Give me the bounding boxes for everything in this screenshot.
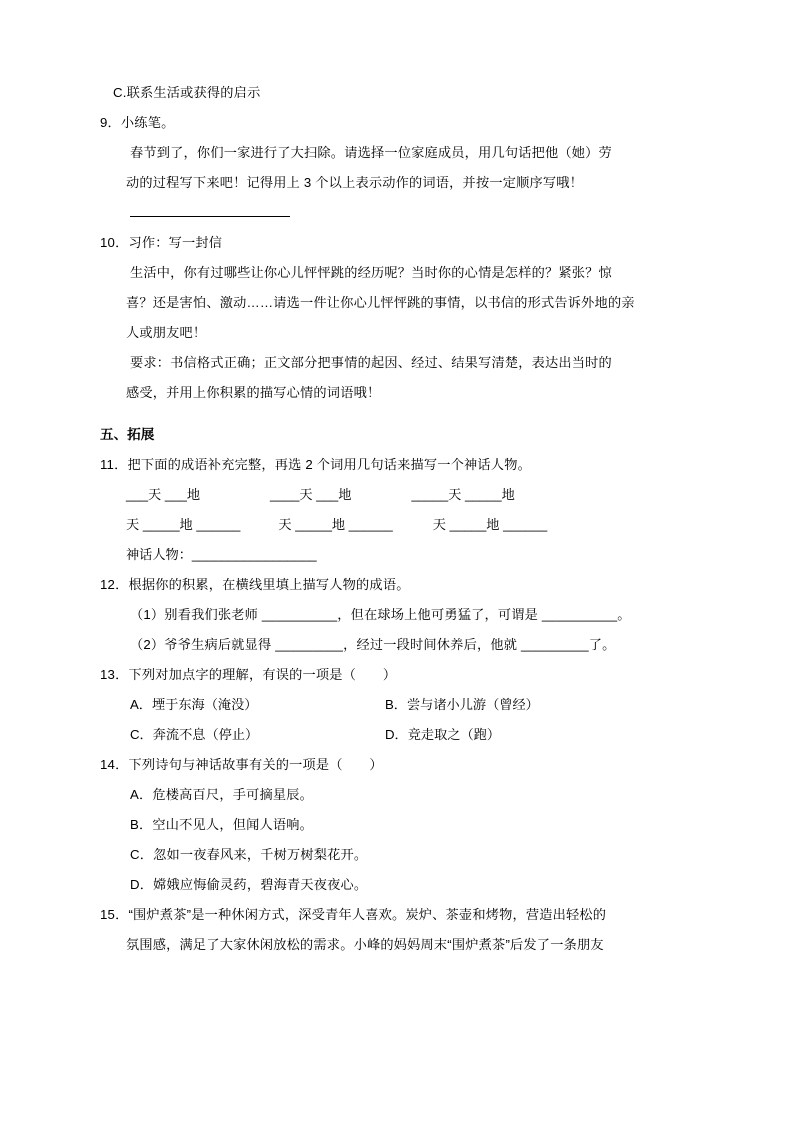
answer-underline <box>130 202 290 217</box>
question-11-row-1 <box>100 480 686 510</box>
question-12-item-2: （2）爷爷生病后就显得 _________，经过一段时间休养后，他就 _________了。 <box>130 637 616 652</box>
idiom-blank-1a: ___天 ___地 <box>126 487 201 502</box>
page-content <box>100 78 686 960</box>
question-9-title: 9．小练笔。 <box>100 115 175 130</box>
question-14-option-a[interactable]: A．危楼高百尺，手可摘星辰。 <box>130 787 314 802</box>
idiom-blank-1c: _____天 _____地 <box>411 487 515 502</box>
question-9-paragraph-1: 春节到了，你们一家进行了大扫除。请选择一位家庭成员，用几句话把他（她）劳 <box>130 145 612 160</box>
idiom-blank-2a: 天 _____地 ______ <box>126 517 241 532</box>
question-13-title: 13．下列对加点字的理解，有误的一项是（ ） <box>100 667 397 682</box>
section-heading-five: 五、拓展 <box>100 427 155 442</box>
question-15-paragraph-1: 15．“围炉煮茶”是一种休闲方式，深受青年人喜欢。炭炉、茶壶和烤物，营造出轻松的 <box>100 907 607 922</box>
question-11-row-2 <box>100 510 686 540</box>
idiom-blank-2b: 天 _____地 ______ <box>278 517 393 532</box>
question-10-paragraph-1: 生活中，你有过哪些让你心儿怦怦跳的经历呢？当时你的心情是怎样的？紧张？惊 <box>130 265 612 280</box>
question-13-option-d[interactable]: D．竞走取之（跑） <box>385 727 501 742</box>
question-14-option-b[interactable]: B．空山不见人，但闻人语响。 <box>130 817 314 832</box>
question-13-option-a[interactable]: A．堙于东海（淹没） <box>130 697 258 712</box>
question-10-paragraph-3: 人或朋友吧！ <box>126 325 207 340</box>
question-13-options-row-1 <box>100 690 686 720</box>
question-13-option-c[interactable]: C．奔流不息（停止） <box>130 727 259 742</box>
question-12-item-1: （1）别看我们张老师 __________，但在球场上他可勇猛了，可谓是 __________。 <box>130 607 631 622</box>
question-9-answer-blank[interactable] <box>100 198 686 228</box>
question-14-title: 14．下列诗句与神话故事有关的一项是（ ） <box>100 757 383 772</box>
question-13-options-row-2 <box>100 720 686 750</box>
question-15-paragraph-2: 氛围感，满足了大家休闲放松的需求。小峰的妈妈周末“围炉煮茶”后发了一条朋友 <box>126 937 604 952</box>
question-10-title: 10．习作：写一封信 <box>100 235 223 250</box>
question-14-option-c[interactable]: C．忽如一夜春风来，千树万树梨花开。 <box>130 847 368 862</box>
question-14-option-d[interactable]: D．嫦娥应悔偷灵药，碧海青天夜夜心。 <box>130 877 368 892</box>
question-9-paragraph-2: 动的过程写下来吧！记得用上 3 个以上表示动作的词语，并按一定顺序写哦！ <box>126 175 584 190</box>
question-10-paragraph-2: 喜？还是害怕、激动……请选一件让你心儿怦怦跳的事情，以书信的形式告诉外地的亲 <box>126 295 635 310</box>
question-11-row-3: 神话人物：_________________ <box>126 547 317 562</box>
question-13-option-b[interactable]: B．尝与诸小儿游（曾经） <box>385 697 539 712</box>
question-12-title: 12．根据你的积累，在横线里填上描写人物的成语。 <box>100 577 410 592</box>
question-10-requirement-1: 要求：书信格式正确；正文部分把事情的起因、经过、结果写清楚，表达出当时的 <box>130 355 612 370</box>
option-c-line: C.联系生活或获得的启示 <box>113 85 261 100</box>
question-10-requirement-2: 感受，并用上你积累的描写心情的词语哦！ <box>126 385 381 400</box>
idiom-blank-2c: 天 _____地 ______ <box>432 517 548 532</box>
question-11-title: 11．把下面的成语补充完整，再选 2 个词用几句话来描写一个神话人物。 <box>100 457 531 472</box>
idiom-blank-1b: ____天 ___地 <box>270 487 352 502</box>
